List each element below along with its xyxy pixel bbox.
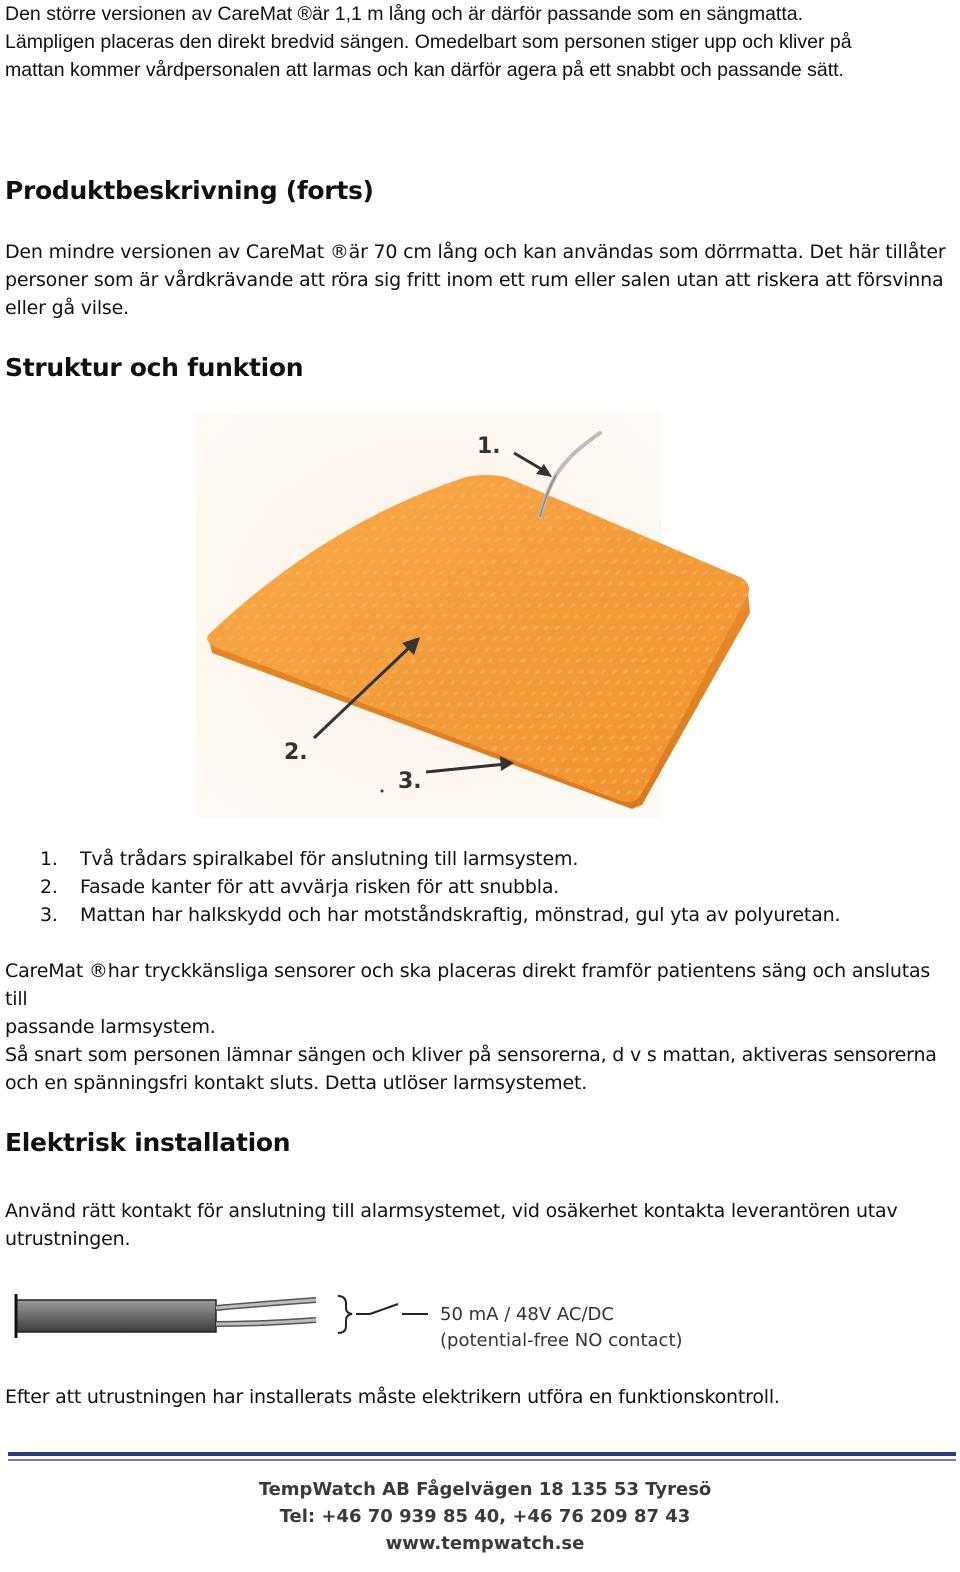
footer-web: www.tempwatch.se [385, 1533, 585, 1554]
intro-paragraph [5, 0, 950, 84]
figure-label-3: 3. [398, 769, 422, 794]
product-desc-line-2: personer som är vårdkrävande att röra sig fritt inom ett rum eller salen utan att riskera att försvinna [5, 269, 944, 291]
intro-line-2: Lämpligen placeras den direkt bredvid sängen. Omedelbart som personen stiger upp och kliver på [5, 31, 852, 53]
intro-line-3: mattan kommer vårdpersonalen att larmas och kan därför agera på ett snabbt och passande sätt. [5, 59, 844, 81]
sensor-paragraph [5, 957, 950, 1041]
sensor-line-2: passande larmsystem. [5, 1016, 216, 1038]
feature-list [40, 845, 840, 929]
figure-dot [381, 790, 384, 793]
footer-rule-thin [8, 1459, 956, 1461]
product-desc-line-1: Den mindre versionen av CareMat ®är 70 cm lång och kan användas som dörrmatta. Det här tillåter [5, 241, 946, 263]
list-item-text: Fasade kanter för att avvärja risken för att snubbla. [80, 876, 560, 898]
list-item [40, 845, 840, 873]
installation-line-2: utrustningen. [5, 1228, 131, 1250]
sensor-line-1: CareMat ®har tryckkänsliga sensorer och ska placeras direkt framför patientens säng och anslutas till [5, 960, 931, 1010]
switch-contact [370, 1304, 398, 1314]
activation-line-1: Så snart som personen lämnar sängen och kliver på sensorerna, d v s mattan, aktiveras sensorerna [5, 1044, 937, 1066]
activation-line-2: och en spänningsfri kontakt sluts. Detta utlöser larmsystemet. [5, 1072, 588, 1094]
list-item [40, 901, 840, 929]
cable-diagram [10, 1286, 710, 1356]
footer-phone: Tel: +46 70 939 85 40, +46 76 209 87 43 [279, 1506, 691, 1527]
footer-rule [8, 1452, 956, 1461]
figure-label-1: 1. [477, 434, 501, 459]
activation-paragraph [5, 1041, 950, 1097]
cable-jacket [16, 1300, 216, 1332]
cable-spec-contact: (potential-free NO contact) [440, 1330, 683, 1351]
heading-elektrisk-installation: Elektrisk installation [5, 1128, 291, 1157]
caremat-figure [196, 413, 756, 818]
caremat-illustration [196, 413, 756, 818]
list-item [40, 873, 840, 901]
figure-label-2: 2. [284, 740, 308, 765]
closing-paragraph: Efter att utrustningen har installerats måste elektrikern utföra en funktionskontroll. [5, 1386, 780, 1408]
cable-diagram-svg [10, 1286, 710, 1356]
installation-paragraph [5, 1197, 950, 1253]
footer-company: TempWatch AB Fågelvägen 18 135 53 Tyresö [258, 1479, 712, 1500]
cable-spec-rating: 50 mA / 48V AC/DC [440, 1304, 614, 1325]
heading-produktbeskrivning: Produktbeskrivning (forts) [5, 176, 374, 205]
brace-symbol [338, 1296, 352, 1333]
list-item-number: 3. [40, 904, 58, 926]
heading-struktur-och-funktion: Struktur och funktion [5, 353, 304, 382]
product-desc-line-3: eller gå vilse. [5, 297, 129, 319]
product-description-paragraph [5, 238, 950, 322]
installation-line-1: Använd rätt kontakt för anslutning till alarmsystemet, vid osäkerhet kontakta leverantören utav [5, 1200, 898, 1222]
list-item-text: Mattan har halkskydd och har motståndskraftig, mönstrad, gul yta av polyuretan. [80, 904, 841, 926]
list-item-text: Två trådars spiralkabel för anslutning till larmsystem. [80, 848, 579, 870]
list-item-number: 2. [40, 876, 58, 898]
intro-line-1: Den större versionen av CareMat ®är 1,1 m lång och är därför passande som en sängmatta. [5, 3, 804, 25]
list-item-number: 1. [40, 848, 58, 870]
footer [0, 1476, 960, 1557]
